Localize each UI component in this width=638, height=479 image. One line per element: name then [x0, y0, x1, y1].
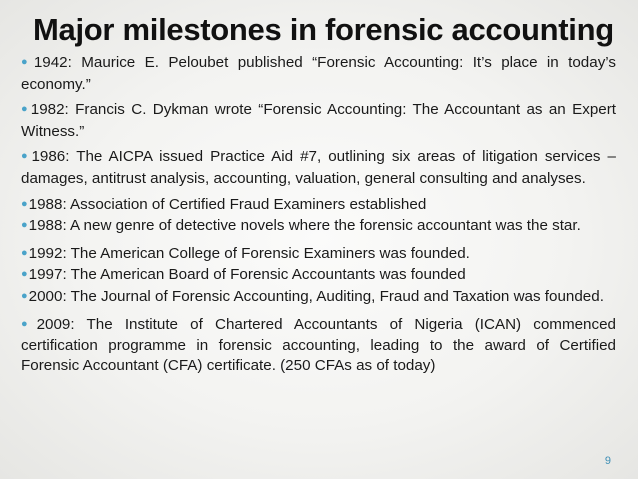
milestone-group: [21, 244, 616, 309]
bullet-dot-icon: ●: [21, 317, 36, 330]
milestone-item: ●2000: The Journal of Forensic Accounting, Auditing, Fraud and Taxation was founded.: [21, 287, 604, 305]
milestone-item: ●2009: The Institute of Chartered Accountants of Nigeria (ICAN) commenced certification programme in forensic accounting, leading to the award of Certified Forensic Accountant (CFA) certificate. (250 CFAs as of today): [21, 315, 616, 374]
milestone-item: ●1997: The American Board of Forensic Accountants was founded: [21, 266, 466, 284]
bullet-dot-icon: ●: [21, 289, 28, 302]
milestone-item: ●1986: The AICPA issued Practice Aid #7, outlining six areas of litigation services – damages, antitrust analysis, accounting, valuation, general consulting and analyses.: [21, 148, 616, 187]
milestone-item: ●1982: Francis C. Dykman wrote “Forensic Accounting: The Accountant as an Expert Witness.”: [21, 101, 616, 140]
milestone-group: [21, 315, 616, 376]
bullet-dot-icon: ●: [21, 268, 28, 281]
milestone-group: [21, 195, 616, 238]
milestone-item: ●1992: The American College of Forensic Examiners was founded.: [21, 244, 470, 262]
slide-title: Major milestones in forensic accounting: [33, 12, 614, 47]
page-number: 9: [604, 455, 611, 467]
milestone-item: ●1988: Association of Certified Fraud Examiners established: [21, 195, 427, 213]
milestone-item: ●1988: A new genre of detective novels where the forensic accountant was the star.: [21, 217, 581, 235]
bullet-dot-icon: ●: [21, 246, 28, 259]
milestone-group: [21, 100, 616, 141]
bullet-dot-icon: ●: [21, 219, 28, 232]
milestone-group: [21, 147, 616, 188]
milestone-list: [21, 53, 616, 381]
bullet-dot-icon: ●: [21, 56, 33, 68]
bullet-dot-icon: ●: [21, 150, 31, 163]
bullet-dot-icon: ●: [21, 197, 28, 210]
milestone-item: ●1942: Maurice E. Peloubet published “Forensic Accounting: It’s place in today’s economy.”: [21, 54, 616, 93]
bullet-dot-icon: ●: [21, 103, 30, 116]
milestone-group: [21, 53, 616, 94]
